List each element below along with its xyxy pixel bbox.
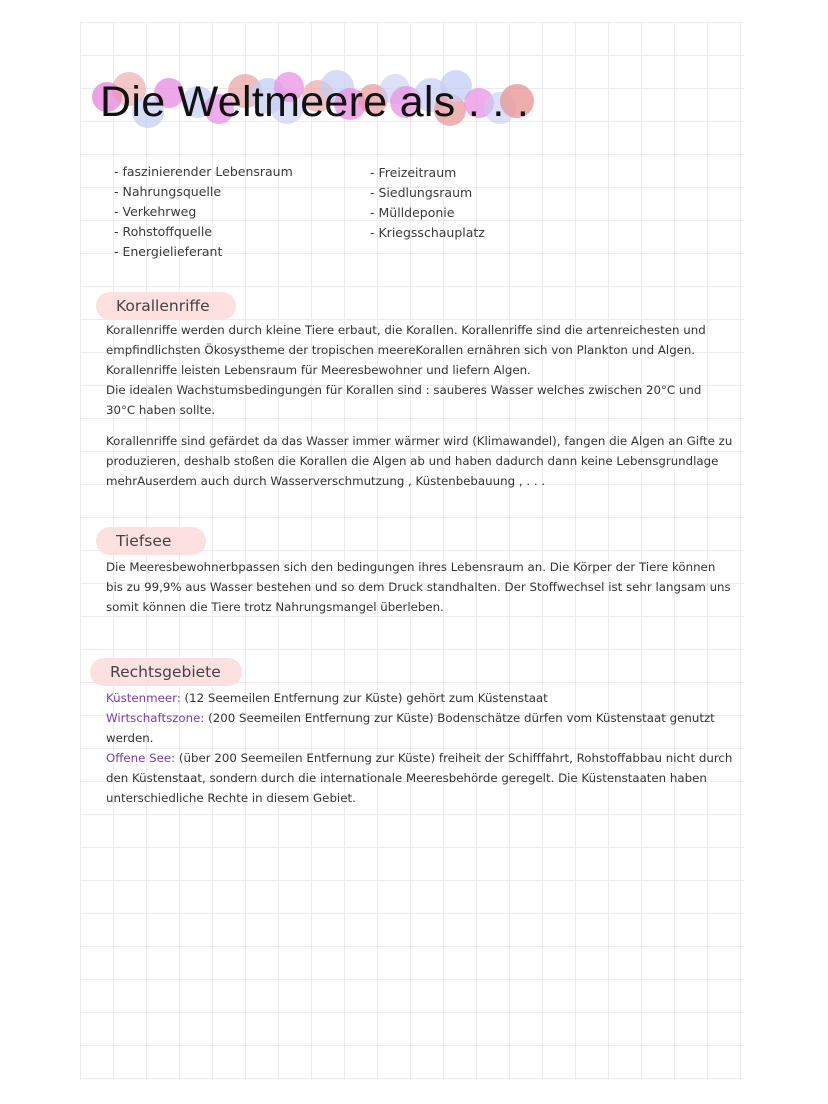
list-item: - Nahrungsquelle bbox=[114, 184, 222, 199]
korallenriffe-paragraph-2: Die idealen Wachstumsbedingungen für Korallen sind : sauberes Wasser welches zwischen 20°C und 30°C haben sollte. bbox=[106, 383, 702, 417]
definition-offene-see bbox=[106, 748, 734, 808]
definition-wirtschaftszone bbox=[106, 708, 734, 748]
list-item: - faszinierender Lebensraum bbox=[114, 164, 293, 179]
text-offene-see: (über 200 Seemeilen Entfernung zur Küste) freiheit der Schifffahrt, Rohstoffabbau nicht durch den Küstenstaat, sondern durch die internationale Meeresbehörde geregelt. Die Küstenstaaten haben unterschiedliche Rechte in diesem Gebiet. bbox=[106, 751, 733, 805]
section-heading-rechtsgebiete: Rechtsgebiete bbox=[90, 658, 242, 686]
list-left bbox=[114, 162, 293, 262]
list-item: - Freizeitraum bbox=[370, 165, 457, 180]
korallenriffe-paragraph-1: Korallenriffe werden durch kleine Tiere erbaut, die Korallen. Korallenriffe sind die artenreichesten und empfindlichsten Ökosystheme der tropischen meereKorallen ernähren sich von Plankton und Algen. Korallenriffe leisten Lebensraum für Meeresbewohner und liefern Algen. bbox=[106, 323, 706, 377]
text-kuestenmeer: (12 Seemeilen Entfernung zur Küste) gehört zum Küstenstaat bbox=[180, 691, 548, 705]
term-kuestenmeer: Küstenmeer: bbox=[106, 691, 181, 705]
list-right bbox=[370, 163, 485, 243]
list-item: - Verkehrweg bbox=[114, 204, 197, 219]
tiefsee-paragraph: Die Meeresbewohnerbpassen sich den bedingungen ihres Lebensraum an. Die Körper der Tiere können bis zu 99,9% aus Wasser bestehen und so dem Druck standhalten. Der Stoffwechsel ist sehr langsam uns somit können die Tiere trotz Nahrungsmangel überleben. bbox=[106, 560, 731, 614]
section-heading-tiefsee: Tiefsee bbox=[96, 527, 206, 555]
definition-kuestenmeer bbox=[106, 688, 734, 708]
list-item: - Siedlungsraum bbox=[370, 185, 473, 200]
list-item: - Mülldeponie bbox=[370, 205, 455, 220]
term-wirtschaftszone: Wirtschaftszone: bbox=[106, 711, 205, 725]
section-heading-korallenriffe: Korallenriffe bbox=[96, 292, 236, 320]
list-item: - Energielieferant bbox=[114, 244, 223, 259]
text-wirtschaftszone: (200 Seemeilen Entfernung zur Küste) Bodenschätze dürfen vom Küstenstaat genutzt werden. bbox=[106, 711, 715, 745]
rechtsgebiete-paragraph bbox=[106, 688, 734, 808]
list-item: - Kriegsschauplatz bbox=[370, 225, 485, 240]
page-title: Die Weltmeere als . . . bbox=[100, 78, 530, 126]
term-offene-see: Offene See: bbox=[106, 751, 176, 765]
list-item: - Rohstoffquelle bbox=[114, 224, 213, 239]
korallenriffe-paragraph-3: Korallenriffe sind gefärdet da das Wasser immer wärmer wird (Klimawandel), fangen die Algen an Gifte zu produzieren, deshalb stoßen die Korallen die Algen ab und haben dadurch dann keine Lebensgrundlage mehrAuserdem auch durch Wasserverschmutzung , Küstenbebauung , . . . bbox=[106, 434, 733, 488]
